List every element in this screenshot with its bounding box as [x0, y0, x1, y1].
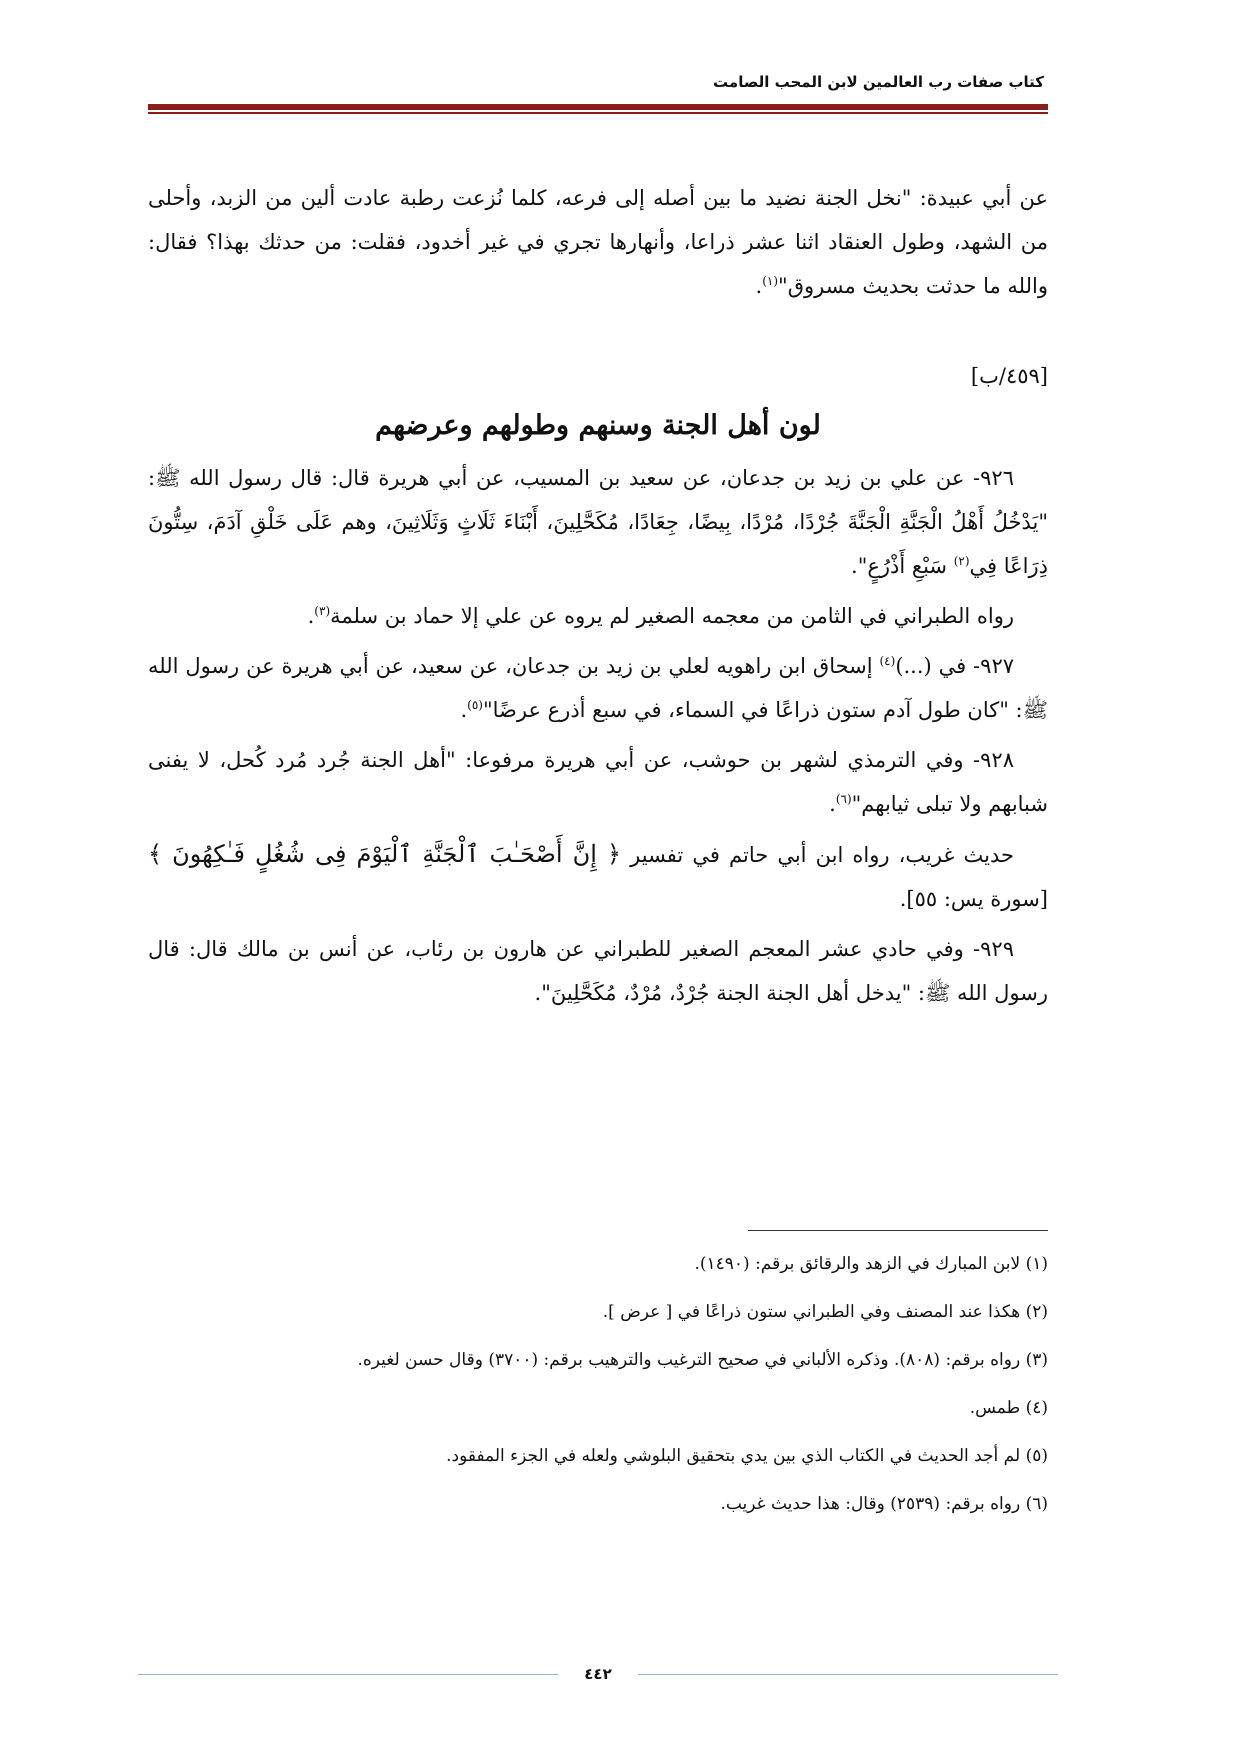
- footnote-4: (٤) طمس.: [969, 1398, 1048, 1418]
- book-title: كتاب صفات رب العالمين لابن المحب الصامت: [713, 73, 1044, 91]
- footnote-separator: [748, 1230, 1048, 1231]
- running-header: [148, 70, 1048, 114]
- manuscript-folio-marker: [٤٥٩/ب]: [970, 364, 1048, 388]
- footnote-ref-1[interactable]: (١): [762, 274, 779, 288]
- header-rule-thin: [148, 112, 1048, 114]
- footnote-ref-6[interactable]: (٦): [835, 792, 852, 806]
- footnote-ref-4[interactable]: (٤): [879, 654, 896, 668]
- section-heading: لون أهل الجنة وسنهم وطولهم وعرضهم: [375, 410, 821, 441]
- footnote-1: (١) لابن المبارك في الزهد والرقائق برقم: (١٤٩٠).: [694, 1254, 1048, 1274]
- page-number: ٤٤٢: [584, 1665, 612, 1683]
- hadith-929: ٩٢٩- وفي حادي عشر المعجم الصغير للطبراني عن هارون بن رئاب، عن أنس بن مالك قال: قال رسول الله ﷺ: "يدخل أهل الجنة الجنة جُرْدٌ، مُرْدٌ، مُكَحَّلِينَ".: [148, 937, 1048, 1005]
- footer-rule-right: [638, 1674, 1058, 1675]
- page-footer: [138, 1665, 1058, 1683]
- header-rule-thick: [148, 104, 1048, 110]
- narration-note: رواه الطبراني في الثامن من معجمه الصغير لم يروه عن علي إلا حماد بن سلمة$^{(٣)}$.: [307, 604, 1014, 628]
- hadith-commentary: حديث غريب، رواه ابن أبي حاتم في تفسير ﴿ إِنَّ أَصْحَـٰبَ ٱلْجَنَّةِ ٱلْيَوْمَ فِى شُغُلٍ فَـٰكِهُونَ ﴾ [سورة يس: ٥٥].: [148, 840, 1048, 911]
- footnote-ref-5[interactable]: (٥): [467, 698, 483, 712]
- hadith-928: ٩٢٨- وفي الترمذي لشهر بن حوشب، عن أبي هريرة مرفوعا: "أهل الجنة جُرد مُرد كُحل، لا يفنى شبابهم ولا تبلى ثيابهم"$^{(٦)}$.: [148, 748, 1048, 816]
- footnote-3: (٣) رواه برقم: (٨٠٨). وذكره الألباني في صحيح الترغيب والترهيب برقم: (٣٧٠٠) وقال حسن لغيره.: [357, 1350, 1048, 1370]
- quran-verse: ﴿ إِنَّ أَصْحَـٰبَ ٱلْجَنَّةِ ٱلْيَوْمَ فِى شُغُلٍ فَـٰكِهُونَ ﴾: [148, 840, 622, 868]
- footnote-ref-3[interactable]: (٣): [314, 604, 331, 618]
- footnote-6: (٦) رواه برقم: (٢٥٣٩) وقال: هذا حديث غريب.: [720, 1494, 1048, 1514]
- footnote-2: (٢) هكذا عند المصنف وفي الطبراني ستون ذراعًا في [ عرض ].: [602, 1302, 1048, 1322]
- hadith-926: ٩٢٦- عن علي بن زيد بن جدعان، عن سعيد بن المسيب، عن أبي هريرة قال: قال رسول الله ﷺ: "يَدْخُلُ أَهْلُ الْجَنَّةِ الْجَنَّةَ جُرْدًا، مُرْدًا، بِيضًا، جِعَادًا، مُكَحَّلِينَ، أَبْنَاءَ ثَلَاثٍ وَثَلَاثِينَ، وهم عَلَى خَلْقِ آدَمَ، سِتُّونَ ذِرَاعًا فِي$^{(٢)}$ سَبْعِ أَذْرُعٍ".: [148, 466, 1048, 578]
- paragraph-continuation: عن أبي عبيدة: "نخل الجنة نضيد ما بين أصله إلى فرعه، كلما نُزعت رطبة عادت ألين من الزبد، وأحلى من الشهد، وطول العنقاد اثنا عشر ذراعا، وأنهارها تجري في غير أخدود، فقلت: من حدثك بهذا؟ فقال: والله ما حدثت بحديث مسروق"$^{(١)}$.: [148, 186, 1048, 298]
- page-body: [148, 176, 1048, 1021]
- footnote-ref-2[interactable]: (٢): [953, 554, 970, 568]
- hadith-927: ٩٢٧- في (...)$^{(٤)}$ إسحاق ابن راهويه لعلي بن زيد بن جدعان، عن سعيد، عن أبي هريرة عن رسول الله ﷺ: "كان طول آدم ستون ذراعًا في السماء، في سبع أذرع عرضًا"$^{(٥)}$.: [148, 654, 1048, 722]
- footnote-5: (٥) لم أجد الحديث في الكتاب الذي بين يدي بتحقيق البلوشي ولعله في الجزء المفقود.: [446, 1446, 1048, 1466]
- footer-rule-left: [138, 1674, 558, 1675]
- footnotes: [148, 1240, 1048, 1528]
